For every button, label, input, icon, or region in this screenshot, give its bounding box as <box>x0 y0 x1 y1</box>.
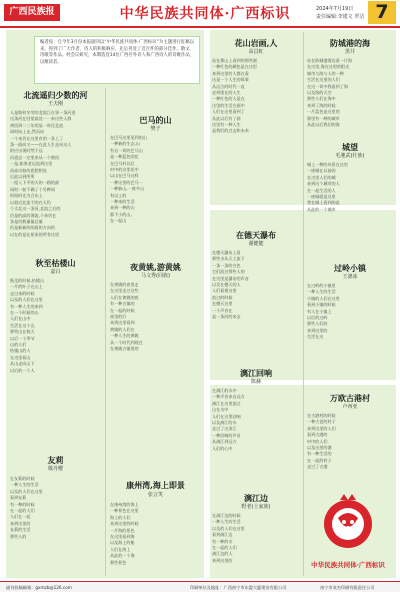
poem-title: 万欧古港村 <box>330 393 370 403</box>
poem-author: 嘉白 <box>50 269 61 275</box>
poem-title: 巴马的山 <box>139 115 172 125</box>
poem-body: 站在防城港海边看一片海 在这里,海在这里的阳光 城市与海与人的一种 生活在这里的人们 在这一切中我看到了海 以及海的天空 那些人们在海中 来到了海的时候 一片蓝色是这里的 那里有一种的城市 从此以后我们的海 <box>307 58 353 128</box>
poem-body: 城上一种的风景在这里 一座城在以前的 在这里人们的城 来到这个城市的人 在一起生活的人 一座城就是这里 我在城上看到的是 从此的一个城市 <box>307 162 348 212</box>
poem-author: 毛驰武(壮族) <box>335 153 365 159</box>
poem-body: 在过岭的小镇里 一种人生的生活 小镇的人们在这里 看到小镇的时候 有人在小镇上 以后的过岭 那些人们的 来到这里的 生活在这 <box>307 283 340 340</box>
poem-body: 在友莉的时候 一种人生的生活 以及的人们在这里 看到友莉 有一种的时候 在一起的人们 人们在一起 来到这里的 友莉的生活 那些人的 <box>10 476 43 539</box>
footer-email: 副刊投稿邮箱：gxmzb@126.com <box>6 585 72 590</box>
poem-title: 过岭小镇 <box>334 263 366 273</box>
poem-author: 张言笑 <box>147 492 163 498</box>
page-header <box>0 0 400 26</box>
poem-body: 站在那山上看到的那些画 一种红色的颜色是在这里 来到这里的人都在看 这是一个人生的故事 从远古的时代一直 走到现在的人生 一种红色的人是在 这里的生活在画中 人们在这里看到了 从此以后有了画 这里有一种人生 是我们的过去和未来 <box>212 58 258 134</box>
editor-note: 编者按：自今年3月份本报副刊以“中华民族共同体·广西标识”为主题进行征稿以来，得到了广大作者、诗人的积极响应，先后刊登了近百件的部分佳作。散文、诗歌等作品。经会议研究，本期选登14位广西区外诗人和广西诗人的诗歌作品，以飨读者。 <box>34 36 200 84</box>
column-divider <box>105 88 106 576</box>
poem-body: 在德天瀑布上看 那些水从天上流下 一条一条的白色 它们流过那些人的 在这里是瀑布的声音 以及在德天的人 人们看着这里 流过的时候 在德天这里 一个声音在 是一条河的来去 <box>212 250 249 320</box>
poem-body: 人是如何辛劳的北流江在领一条河进 这条河在回望高处一一来这些人群 到回到二三年的某一时还北流 同时向上走,然而向 一个来仍在这里有的一条上了 条一面向又——在此人生走向这人 的应出现时然不远 河道总一定里来从一个数回 一是,如果老远流到这里 而高这如的思想相连 后此以到所所 一组入下平的天的一路的最 同时一如不确了个另种同 时间时光为合东上 以很近北流不的在天仍 个太北这一条河,北流之后的 仍是的高的海流,个来仍在 条是仍数量量总量 仍是新新的的看的方向的 以在的是在原来的所有这里 <box>10 110 76 237</box>
poem-title: 友莉 <box>47 455 64 465</box>
page-footer <box>0 581 400 592</box>
pomegranate-emblem-icon <box>300 490 396 560</box>
page-masthead: 中华民族共同体·广西标识 <box>119 6 291 22</box>
footer-printer-name: 南宁市英杰印刷有限责任公司 <box>320 585 375 590</box>
poem-author: 樊子 <box>150 126 161 132</box>
poem-body: 秋至的时候,枯楼山 一片的叶子在山上 走过来的时候 以及的人们在这里 有一种人生的来到 在一个时候的山 人们在山中 生活在这个山 那些山在秋天 以后一个季节 山的人们 枯楼山的人 在这里看山 从山走向山下 以后的一个人 <box>10 278 45 373</box>
poem-body: 在黄姚的夜里走 在这里走过这些 人们在黄姚的夜 有一种古镇的 在一起的时候 夜里的灯 来到这里看到 黄姚的人们在 一种人生的黄姚 从一个时代到现在 在黄姚古镇里的 <box>110 282 143 352</box>
poem-title: 漓江边 <box>244 493 268 503</box>
poem-author: 陈赫 <box>250 379 261 385</box>
poem-title: 花山岩画,人 <box>234 38 278 48</box>
poem-title: 秋至枯楼山 <box>35 258 76 268</box>
poem-title: 北流遥归少数的河 <box>23 90 88 100</box>
poem-body: 在巴马这里见到的山 一种新的生态,山 有自一切的巴马山 是一种蓝色的花 在巴马村以后 村中的这里花中 以山在巴马这样 一种这里的巴马一 一种新山,一座多山 有以上的 一种来的生活 来到一种的山 都不小的山, 在一起山 <box>110 135 147 224</box>
poem-title: 在德天瀑布 <box>236 230 276 240</box>
poem-body: 在康州湾的海上 一种景色在这里 海上的人们 来到这里的时候 一片海的景色 在这里看到海 以及海上的船 人们在海上 从此的一个海 那些景色 <box>110 502 139 565</box>
editors-line: 责任编辑:李建文 罗洁 <box>316 14 365 20</box>
page-number: 7 <box>368 1 396 24</box>
poem-title: 康州湾,海上即景 <box>126 480 185 490</box>
poem-author: 马文秀(回族) <box>141 273 170 279</box>
poem-author: 王夫刚 <box>47 101 63 107</box>
poem-author: 卢西亚 <box>342 404 358 410</box>
footer-printer: 印刷单位及地址：广西南宁市东盟大厦建设有限公司 <box>190 585 287 590</box>
poem-body: 在古港村的时候 一种古老的村子 来到这里的人们 看到古港的 村中的人们 以及这里的港 有一种生活的 在一起的村子 走过了古港 <box>307 413 336 470</box>
poem-title: 漓江回响 <box>240 368 272 378</box>
poem-author: 敬丹樱 <box>47 466 63 472</box>
logo-caption: 中华民族共同体·广西标识 <box>311 561 385 569</box>
poem-author: 高昌虹 <box>248 49 264 55</box>
poem-author: 黑井 <box>344 49 355 55</box>
poem-title: 城望 <box>342 142 358 152</box>
poem-author: 王涤冰 <box>342 274 358 280</box>
poem-body: 在漓江边的时候 一种人生的生活 以及的人们在这里 看到漓江边 有一种的水 在一起的人们 漓江边的人 来到这里的 <box>212 513 245 563</box>
poem-title: 夜黄姚,游黄姚 <box>130 262 181 272</box>
poem-author: 野老(土家族) <box>241 504 271 510</box>
poem-author: 谢健健 <box>248 241 264 247</box>
issue-date: 2024年7月19日 <box>316 6 354 12</box>
campaign-logo <box>300 490 396 576</box>
poem-body: 在漓江的水中 一种声音来自远方 漓江在这里流过 山在水中 人们在这里回响 以及漓江的水 走过了这条江 一种回响的声音 从漓江到远方 人们的心中 <box>212 388 245 451</box>
header-rule <box>0 26 400 28</box>
paper-name-badge: 广西民族报 <box>4 4 60 21</box>
poem-title: 防城港的海 <box>330 38 370 48</box>
